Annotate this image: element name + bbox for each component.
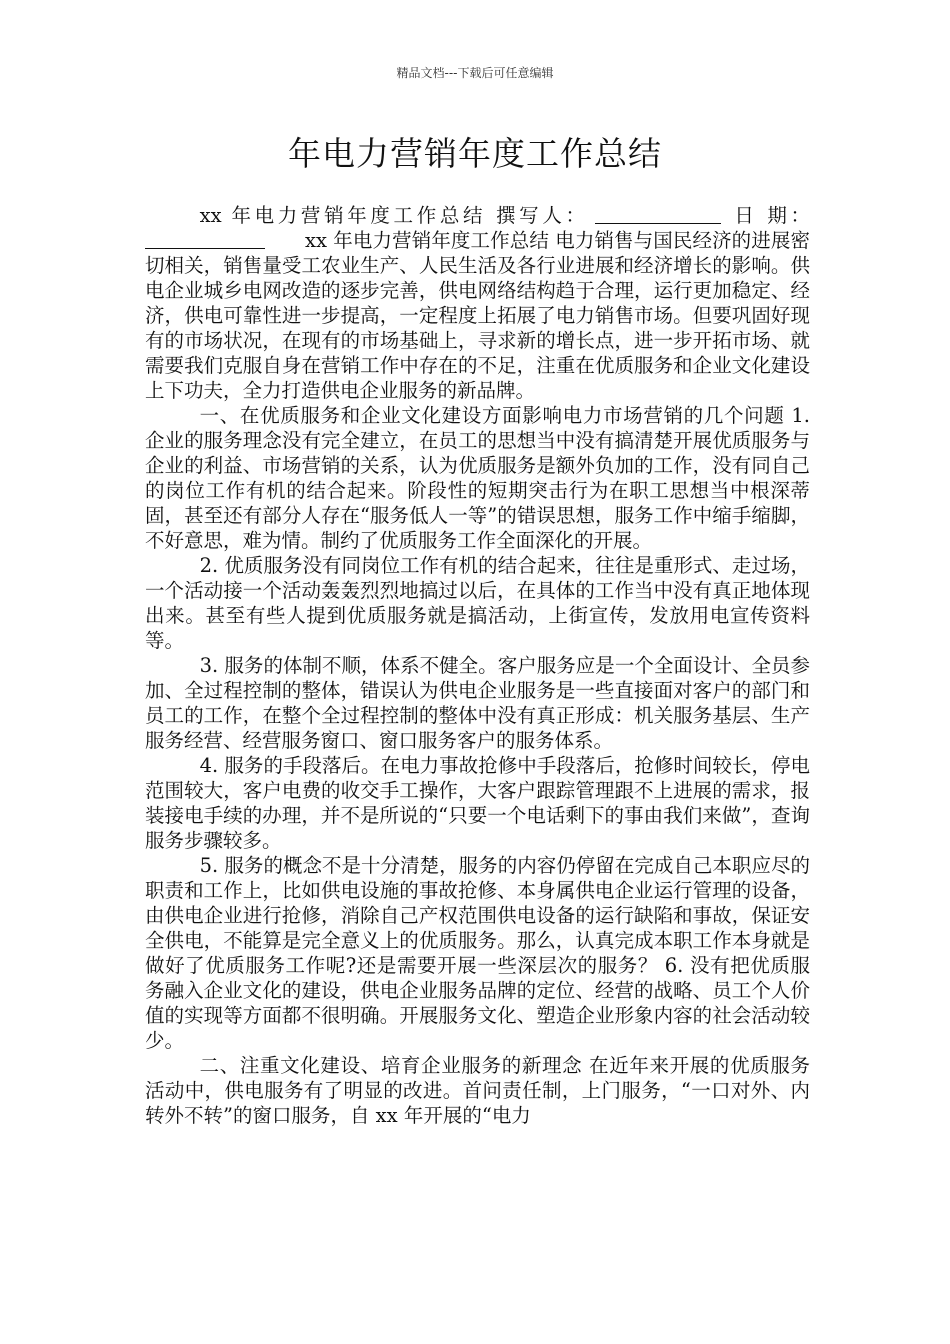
- intro-paragraph: [145, 203, 810, 403]
- date-blank-line: [145, 230, 265, 249]
- document-title: 年电力营销年度工作总结: [288, 134, 662, 173]
- body-paragraph: 2. 优质服务没有同岗位工作有机的结合起来，往往是重形式、走过场，一个活动接一个活动轰轰烈烈地搞过以后，在具体的工作当中没有真正地体现出来。甚至有些人提到优质服务就是搞活动，上街宣传，发放用电宣传资料等。: [145, 554, 810, 652]
- intro-body: xx 年电力营销年度工作总结 电力销售与国民经济的进展密切相关，销售量受工农业生产、人民生活及各行业进展和经济增长的影响。供电企业城乡电网改造的逐步完善，供电网络结构趋于合理，运行更加稳定、经济，供电可靠性进一步提高，一定程度上拓展了电力销售市场。但要巩固好现有的市场状况，在现有的市场基础上，寻求新的增长点，进一步开拓市场、就需要我们克服自身在营销工作中存在的不足，注重在优质服务和企业文化建设上下功夫，全力打造供电企业服务的新品牌。: [145, 229, 810, 402]
- document-body: [145, 203, 810, 1128]
- body-paragraph: 二、注重文化建设、培育企业服务的新理念 在近年来开展的优质服务活动中，供电服务有了明显的改进。首问责任制，上门服务，“一口对外、内转外不转”的窗口服务，自 xx 年开展的“电力: [145, 1054, 810, 1127]
- body-paragraph: 5. 服务的概念不是十分清楚，服务的内容仍停留在完成自己本职应尽的职责和工作上，比如供电设施的事故抢修、本身属供电企业运行管理的设备，由供电企业进行抢修，消除自己产权范围供电设备的运行缺陷和事故，保证安全供电，不能算是完全意义上的优质服务。那么，认真完成本职工作本身就是做好了优质服务工作呢?还是需要开展一些深层次的服务？ 6. 没有把优质服务融入企业文化的建设，供电企业服务品牌的定位、经营的战略、员工个人价值的实现等方面都不很明确。开展服务文化、塑造企业形象内容的社会活动较少。: [145, 854, 810, 1052]
- author-blank-line: [595, 205, 721, 224]
- intro-lead: xx 年电力营销年度工作总结 撰写人：: [199, 204, 589, 227]
- page-header-note: 精品文档---下载后可任意编辑: [396, 66, 554, 80]
- body-paragraph: 4. 服务的手段落后。在电力事故抢修中手段落后，抢修时间较长，停电范围较大，客户电费的收交手工操作，大客户跟踪管理跟不上进展的需求，报装接电手续的办理，并不是所说的“只要一个电话剩下的事由我们来做”，查询服务步骤较多。: [145, 754, 810, 852]
- date-label: 日 期：: [730, 204, 810, 227]
- body-paragraph: 一、在优质服务和企业文化建设方面影响电力市场营销的几个问题 1. 企业的服务理念没有完全建立，在员工的思想当中没有搞清楚开展优质服务与企业的利益、市场营销的关系，认为优质服务是额外负加的工作，没有同自己的岗位工作有机的结合起来。阶段性的短期突击行为在职工思想当中根深蒂固，甚至还有部分人存在“服务低人一等”的错误思想，服务工作中缩手缩脚，不好意思，难为情。制约了优质服务工作全面深化的开展。: [145, 404, 810, 552]
- body-paragraph: 3. 服务的体制不顺，体系不健全。客户服务应是一个全面设计、全员参加、全过程控制的整体，错误认为供电企业服务是一些直接面对客户的部门和员工的工作，在整个全过程控制的整体中没有真正形成：机关服务基层、生产服务经营、经营服务窗口、窗口服务客户的服务体系。: [145, 654, 810, 752]
